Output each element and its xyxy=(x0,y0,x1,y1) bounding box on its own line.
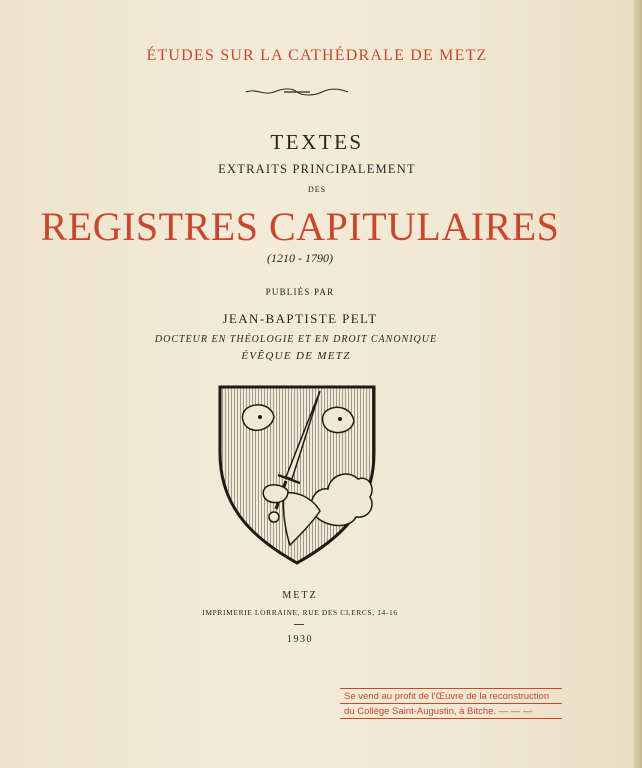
title-line1: TEXTES xyxy=(270,130,364,154)
author-position: ÉVÊQUE DE METZ xyxy=(241,350,351,362)
imprint-printer: IMPRIMERIE LORRAINE, RUE DES CLERCS, 14-16 xyxy=(202,608,398,617)
sale-notice-line1: Se vend au profit de l'Œuvre de la reconstruction xyxy=(340,688,562,704)
main-title: REGISTRES CAPITULAIRES xyxy=(40,204,560,249)
sale-notice xyxy=(340,688,562,719)
sale-notice-line2: du Collège Saint-Augustin, à Bitche. — — — xyxy=(340,704,562,719)
imprint-year: 1930 xyxy=(287,634,313,645)
published-by-label: PUBLIÉS PAR xyxy=(265,287,335,297)
date-range: (1210 - 1790) xyxy=(267,251,333,265)
imprint-city: METZ xyxy=(282,590,318,601)
title-line2: EXTRAITS PRINCIPALEMENT xyxy=(218,162,416,176)
author-name: JEAN-BAPTISTE PELT xyxy=(222,311,378,326)
author-credential: DOCTEUR EN THÉOLOGIE ET EN DROIT CANONIQUE xyxy=(154,334,438,345)
title-line3: DES xyxy=(307,185,327,194)
ornament-divider xyxy=(244,86,350,98)
series-title: ÉTUDES SUR LA CATHÉDRALE DE METZ xyxy=(146,47,488,64)
imprint-divider xyxy=(294,624,304,625)
page-edge xyxy=(634,0,642,768)
coat-of-arms-icon xyxy=(216,383,378,565)
